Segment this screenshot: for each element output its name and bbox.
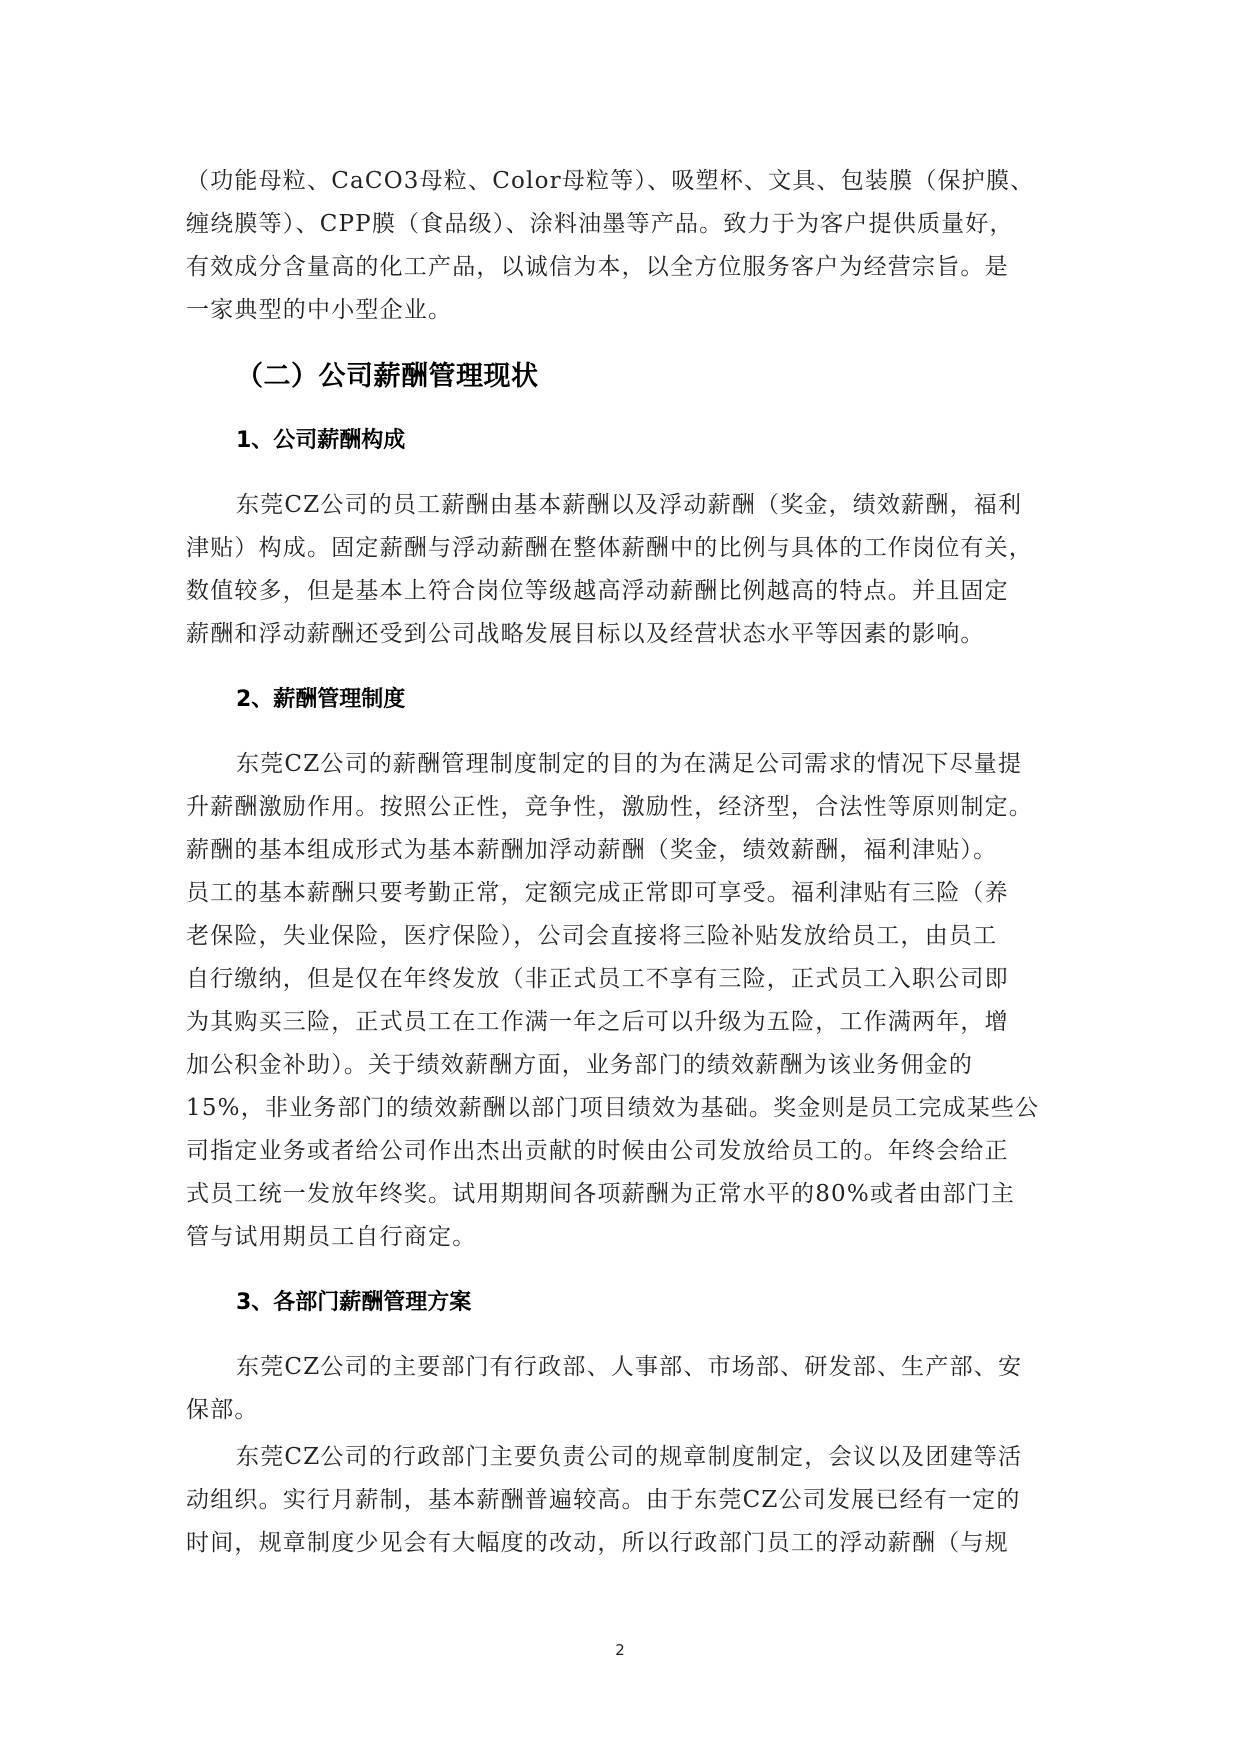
- paragraph-line: 加公积金补助）。关于绩效薪酬方面，业务部门的绩效薪酬为该业务佣金的: [186, 1052, 974, 1078]
- intro-paragraph: [186, 160, 1062, 332]
- paragraph-line: 有效成分含量高的化工产品，以诚信为本，以全方位服务客户为经营宗旨。是: [186, 254, 1009, 280]
- paragraph: [186, 1346, 1062, 1432]
- paragraph-line: 津贴）构成。固定薪酬与浮动薪酬在整体薪酬中的比例与具体的工作岗位有关，: [186, 535, 1033, 561]
- paragraph-line: 东莞CZ公司的主要部门有行政部、人事部、市场部、研发部、生产部、安: [236, 1354, 1023, 1380]
- paragraph-line: （功能母粒、CaCO3母粒、Color母粒等）、吸塑杯、文具、包装膜（保护膜、: [186, 168, 1035, 194]
- paragraph-line: 薪酬的基本组成形式为基本薪酬加浮动薪酬（奖金，绩效薪酬，福利津贴）。: [186, 837, 998, 863]
- subsection-heading: 3、各部门薪酬管理方案: [236, 1290, 472, 1315]
- paragraph-line: 时间，规章制度少见会有大幅度的改动，所以行政部门员工的浮动薪酬（与规: [186, 1530, 1009, 1556]
- paragraph-line: 式员工统一发放年终奖。试用期期间各项薪酬为正常水平的80%或者由部门主: [186, 1181, 1016, 1207]
- paragraph-line: 老保险，失业保险，医疗保险），公司会直接将三险补贴发放给员工，由员工: [186, 923, 998, 949]
- paragraph-line: 保部。: [186, 1397, 259, 1423]
- subsection-heading: 1、公司薪酬构成: [236, 428, 406, 453]
- subsection-compensation-policy: [186, 678, 1062, 1259]
- paragraph-line: 员工的基本薪酬只要考勤正常，定额完成正常即可享受。福利津贴有三险（养: [186, 880, 1009, 906]
- paragraph-line: 升薪酬激励作用。按照公正性，竞争性，激励性，经济型，合法性等原则制定。: [186, 794, 1033, 820]
- paragraph-line: 东莞CZ公司的薪酬管理制度制定的目的为在满足公司需求的情况下尽量提: [236, 751, 1023, 777]
- paragraph-line: 一家典型的中小型企业。: [186, 297, 453, 323]
- paragraph-line: 东莞CZ公司的员工薪酬由基本薪酬以及浮动薪酬（奖金，绩效薪酬，福利: [236, 492, 1023, 518]
- paragraph-line: 动组织。实行月薪制，基本薪酬普遍较高。由于东莞CZ公司发展已经有一定的: [186, 1487, 1021, 1513]
- paragraph: [186, 484, 1062, 656]
- paragraph-line: 东莞CZ公司的行政部门主要负责公司的规章制度制定，会议以及团建等活: [236, 1444, 1023, 1470]
- paragraph-line: 数值较多，但是基本上符合岗位等级越高浮动薪酬比例越高的特点。并且固定: [186, 578, 1009, 604]
- paragraph-line: 管与试用期员工自行商定。: [186, 1224, 477, 1250]
- page-number: 2: [615, 1641, 625, 1659]
- subsection-department-plans: [186, 1281, 1062, 1565]
- paragraph-line: 薪酬和浮动薪酬还受到公司战略发展目标以及经营状态水平等因素的影响。: [186, 621, 985, 647]
- paragraph: [186, 1436, 1062, 1565]
- paragraph-line: 15%，非业务部门的绩效薪酬以部门项目绩效为基础。奖金则是员工完成某些公: [186, 1095, 1040, 1121]
- page-content: [186, 160, 1062, 1565]
- subsection-compensation-structure: [186, 419, 1062, 656]
- paragraph-line: 司指定业务或者给公司作出杰出贡献的时候由公司发放给员工的。年终会给正: [186, 1138, 1009, 1164]
- section-heading: （二）公司薪酬管理现状: [236, 361, 539, 392]
- subsection-heading: 2、薪酬管理制度: [236, 687, 406, 712]
- paragraph-line: 自行缴纳，但是仅在年终发放（非正式员工不享有三险，正式员工入职公司即: [186, 966, 1009, 992]
- paragraph-line: 缠绕膜等）、CPP膜（食品级）、涂料油墨等产品。致力于为客户提供质量好，: [186, 211, 1014, 237]
- paragraph-line: 为其购买三险，正式员工在工作满一年之后可以升级为五险，工作满两年，增: [186, 1009, 1009, 1035]
- paragraph: [186, 743, 1062, 1259]
